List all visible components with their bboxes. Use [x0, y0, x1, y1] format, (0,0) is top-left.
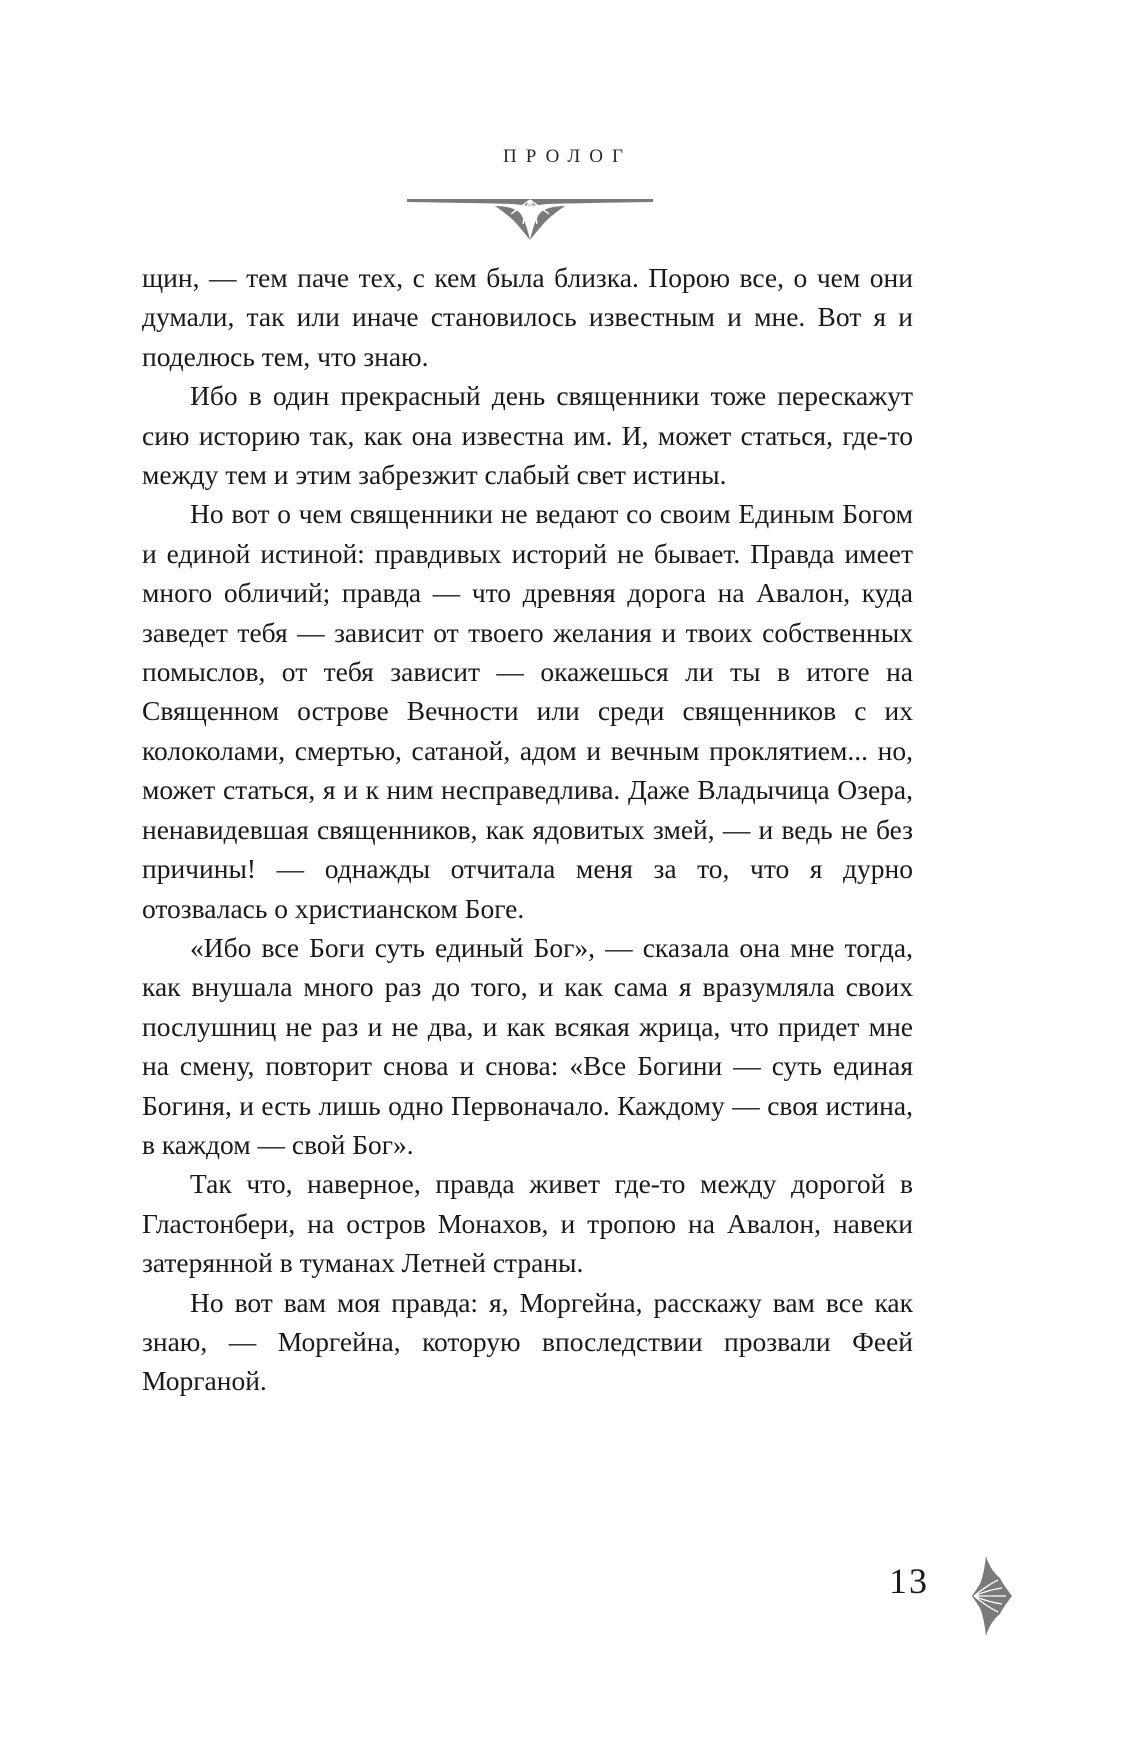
paragraph: щин, — тем паче тех, с кем была близка. Порою все, о чем они думали, так или иначе становилось известным и мне. Вот я и поделюсь тем, что знаю.: [142, 262, 913, 372]
body-text: [142, 258, 913, 1401]
paragraph: Но вот вам моя правда: я, Моргейна, расскажу вам все как знаю, — Моргейна, которую впоследствии прозвали Феей Морганой.: [142, 1286, 913, 1397]
page-number: 13: [889, 1561, 929, 1601]
paragraph: Так что, наверное, правда живет где-то между дорогой в Гластонбери, на остров Монахов, и тропою на Авалон, навеки затерянной в туманах Летней страны.: [142, 1168, 913, 1279]
paragraph: Ибо в один прекрасный день священники тоже перескажут сию историю так, как она известна им. И, может статься, где-то между тем и этим забрезжит слабый свет истины.: [142, 380, 913, 491]
header-flourish-icon: [407, 196, 653, 242]
page-number-wing-icon: [972, 1556, 1012, 1638]
paragraph: Но вот о чем священники не ведают со своим Единым Богом и единой истиной: правдивых историй не бывает. Правда имеет много обличий; правда — что древняя дорога на Авалон, куда заведет тебя — зависит от твоего желания и твоих собственных помыслов, от тебя зависит — окажешься ли ты в итоге на Священном острове Вечности или среди священников с их колоколами, смертью, сатаной, адом и вечным проклятием... но, может статься, я и к ним несправедлива. Даже Владычица Озера, ненавидевшая священников, как ядовитых змей, — и ведь не без причины! — однажды отчитала меня за то, что я дурно отозвалась о христианском Боге.: [142, 498, 913, 924]
paragraph: «Ибо все Боги суть единый Бог», — сказала она мне тогда, как внушала много раз до того, и как сама я вразумляла своих послушниц не раз и не два, и как всякая жрица, что придет мне на смену, повторит снова и снова: «Все Богини — суть единая Богиня, и есть лишь одно Первоначало. Каждому — своя истина, в каждом — свой Бог».: [142, 931, 913, 1160]
running-head-title: ПРОЛОГ: [503, 146, 632, 167]
